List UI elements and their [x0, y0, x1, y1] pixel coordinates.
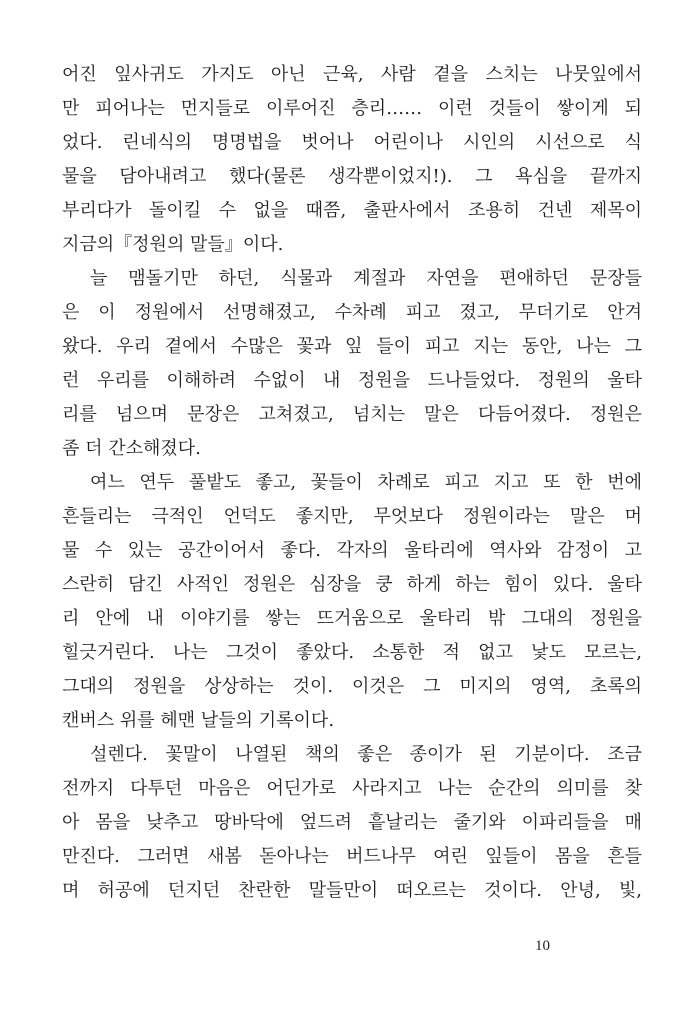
text-line: 그대의 정원을 상상하는 것이. 이것은 그 미지의 영역, 초록의	[62, 676, 642, 697]
text-line: 런 우리를 이해하려 수없이 내 정원을 드나들었다. 정원의 울타	[62, 370, 642, 391]
text-line: 리 안에 내 이야기를 쌓는 뜨거움으로 울타리 밖 그대의 정원을	[62, 608, 642, 629]
text-line: 좀 더 간소해졌다.	[62, 438, 201, 459]
text-line: 은 이 정원에서 선명해졌고, 수차례 피고 졌고, 무더기로 안겨	[62, 302, 642, 323]
text-line: 왔다. 우리 곁에서 수많은 꽃과 잎 들이 피고 지는 동안, 나는 그	[62, 336, 642, 357]
text-line: 며 허공에 던지던 찬란한 말들만이 떠오르는 것이다. 안녕, 빛,	[62, 880, 642, 901]
text-line: 부리다가 돌이킬 수 없을 때쯤, 출판사에서 조용히 건넨 제목이	[62, 200, 642, 221]
text-line: 전까지 다투던 마음은 어딘가로 사라지고 나는 순간의 의미를 찾	[62, 778, 642, 799]
text-line: 물 수 있는 공간이어서 좋다. 각자의 울타리에 역사와 감정이 고	[62, 540, 642, 561]
text-line: 스란히 담긴 사적인 정원은 심장을 쿵 하게 하는 힘이 있다. 울타	[62, 574, 642, 595]
text-line: 물을 담아내려고 했다(물론 생각뿐이었지!). 그 욕심을 끝까지	[62, 166, 642, 187]
text-line: 지금의『정원의 말들』이다.	[62, 234, 284, 255]
text-line: 아 몸을 낮추고 땅바닥에 엎드려 흩날리는 줄기와 이파리들을 매	[62, 812, 642, 833]
page-number: 10	[535, 938, 550, 954]
text-line: 여느 연두 풀밭도 좋고, 꽃들이 차례로 피고 지고 또 한 번에	[90, 472, 642, 493]
text-line: 리를 넘으며 문장은 고쳐졌고, 넘치는 말은 다듬어졌다. 정원은	[62, 404, 642, 425]
text-line: 흔들리는 극적인 언덕도 좋지만, 무엇보다 정원이라는 말은 머	[62, 506, 642, 527]
text-line: 늘 맴돌기만 하던, 식물과 계절과 자연을 편애하던 문장들	[90, 268, 642, 289]
text-line: 설렌다. 꽃말이 나열된 책의 좋은 종이가 된 기분이다. 조금	[90, 744, 642, 765]
text-line: 만 피어나는 먼지들로 이루어진 층리…… 이런 것들이 쌓이게 되	[62, 98, 642, 119]
text-line: 어진 잎사귀도 가지도 아닌 근육, 사람 곁을 스치는 나뭇잎에서	[62, 64, 642, 85]
text-line: 힐긋거린다. 나는 그것이 좋았다. 소통한 적 없고 낯도 모르는,	[62, 642, 642, 663]
text-line: 캔버스 위를 헤맨 날들의 기록이다.	[62, 710, 335, 731]
text-line: 만진다. 그러면 새봄 돋아나는 버드나무 여린 잎들이 몸을 흔들	[62, 846, 642, 867]
text-line: 었다. 린네식의 명명법을 벗어나 어린이나 시인의 시선으로 식	[62, 132, 642, 153]
body-text	[62, 58, 642, 908]
